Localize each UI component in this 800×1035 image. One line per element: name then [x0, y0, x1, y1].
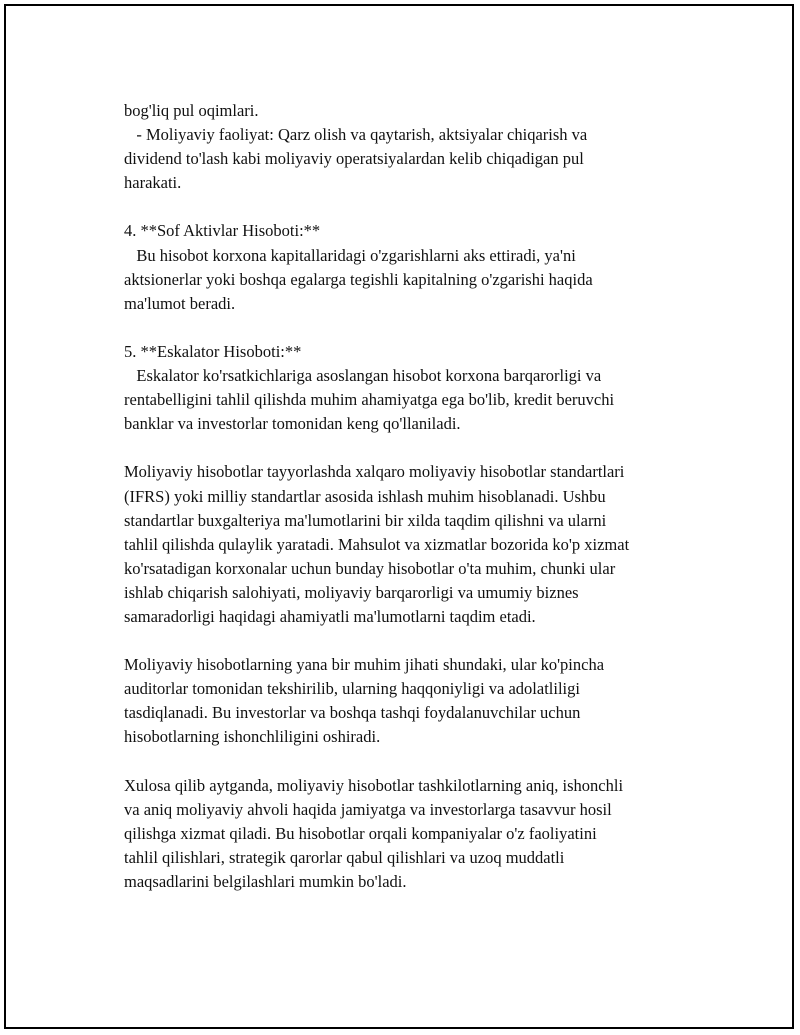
text-line: standartlar buxgalteriya ma'lumotlarini bir xilda taqdim qilishni va ularni: [124, 510, 607, 530]
text-line: va aniq moliyaviy ahvoli haqida jamiyatga va investorlarga tasavvur hosil: [124, 799, 612, 819]
text-line: maqsadlarini belgilashlari mumkin bo'ladi.: [124, 872, 407, 891]
text-line: Moliyaviy hisobotlarning yana bir muhim jihati shundaki, ular ko'pincha: [124, 655, 605, 675]
page-frame: [4, 4, 794, 1029]
text-line: dividend to'lash kabi moliyaviy operatsiyalardan kelib chiqadigan pul: [124, 149, 584, 169]
text-line: Eskalator ko'rsatkichlariga asoslangan hisobot korxona barqarorligi va: [124, 366, 602, 386]
paragraph-spacer: [124, 195, 724, 219]
text-line: banklar va investorlar tomonidan keng qo'llaniladi.: [124, 414, 461, 434]
text-line: qilishga xizmat qiladi. Bu hisobotlar orqali kompaniyalar o'z faoliyatini: [124, 823, 597, 843]
section-heading: 4. **Sof Aktivlar Hisoboti:**: [124, 221, 321, 241]
text-line: rentabelligini tahlil qilishda muhim ahamiyatga ega bo'lib, kredit beruvchi: [124, 390, 615, 410]
section-heading: 5. **Eskalator Hisoboti:**: [124, 341, 302, 361]
paragraph-standards: [124, 460, 724, 629]
document-body: [124, 99, 724, 894]
text-line: tahlil qilishda qulaylik yaratadi. Mahsulot va xizmatlar bozorida ko'p xizmat: [124, 534, 630, 554]
text-line: - Moliyaviy faoliyat: Qarz olish va qaytarish, aktsiyalar chiqarish va: [124, 125, 588, 145]
text-line: aktsionerlar yoki boshqa egalarga tegishli kapitalning o'zgarishi haqida: [124, 269, 593, 289]
paragraph-spacer: [124, 629, 724, 653]
paragraph-net-assets-report: [124, 219, 724, 315]
text-line: Bu hisobot korxona kapitallaridagi o'zgarishlarni aks ettiradi, ya'ni: [124, 245, 576, 265]
paragraph-spacer: [124, 750, 724, 774]
paragraph-audit: [124, 653, 724, 749]
paragraph-conclusion: [124, 774, 724, 894]
text-line: tasdiqlanadi. Bu investorlar va boshqa tashqi foydalanuvchilar uchun: [124, 703, 581, 723]
text-line: Moliyaviy hisobotlar tayyorlashda xalqaro moliyaviy hisobotlar standartlari: [124, 462, 625, 482]
text-line: hisobotlarning ishonchliligini oshiradi.: [124, 727, 381, 747]
text-line: samaradorligi haqidagi ahamiyatli ma'lumotlarni taqdim etadi.: [124, 606, 536, 626]
text-line: bog'liq pul oqimlari.: [124, 101, 259, 120]
text-line: ishlab chiqarish salohiyati, moliyaviy barqarorligi va umumiy biznes: [124, 582, 579, 602]
text-line: ma'lumot beradi.: [124, 293, 236, 313]
paragraph-cash-flow-financing: [124, 99, 724, 195]
text-line: ko'rsatadigan korxonalar uchun bunday hisobotlar o'ta muhim, chunki ular: [124, 558, 616, 578]
text-line: (IFRS) yoki milliy standartlar asosida ishlash muhim hisoblanadi. Ushbu: [124, 486, 606, 506]
text-line: Xulosa qilib aytganda, moliyaviy hisobotlar tashkilotlarning aniq, ishonchli: [124, 775, 624, 795]
text-line: tahlil qilishlari, strategik qarorlar qabul qilishlari va uzoq muddatli: [124, 847, 565, 867]
paragraph-spacer: [124, 436, 724, 460]
paragraph-spacer: [124, 316, 724, 340]
text-line: harakati.: [124, 173, 182, 193]
text-line: auditorlar tomonidan tekshirilib, ularning haqqoniyligi va adolatliligi: [124, 679, 580, 699]
paragraph-escalator-report: [124, 340, 724, 436]
